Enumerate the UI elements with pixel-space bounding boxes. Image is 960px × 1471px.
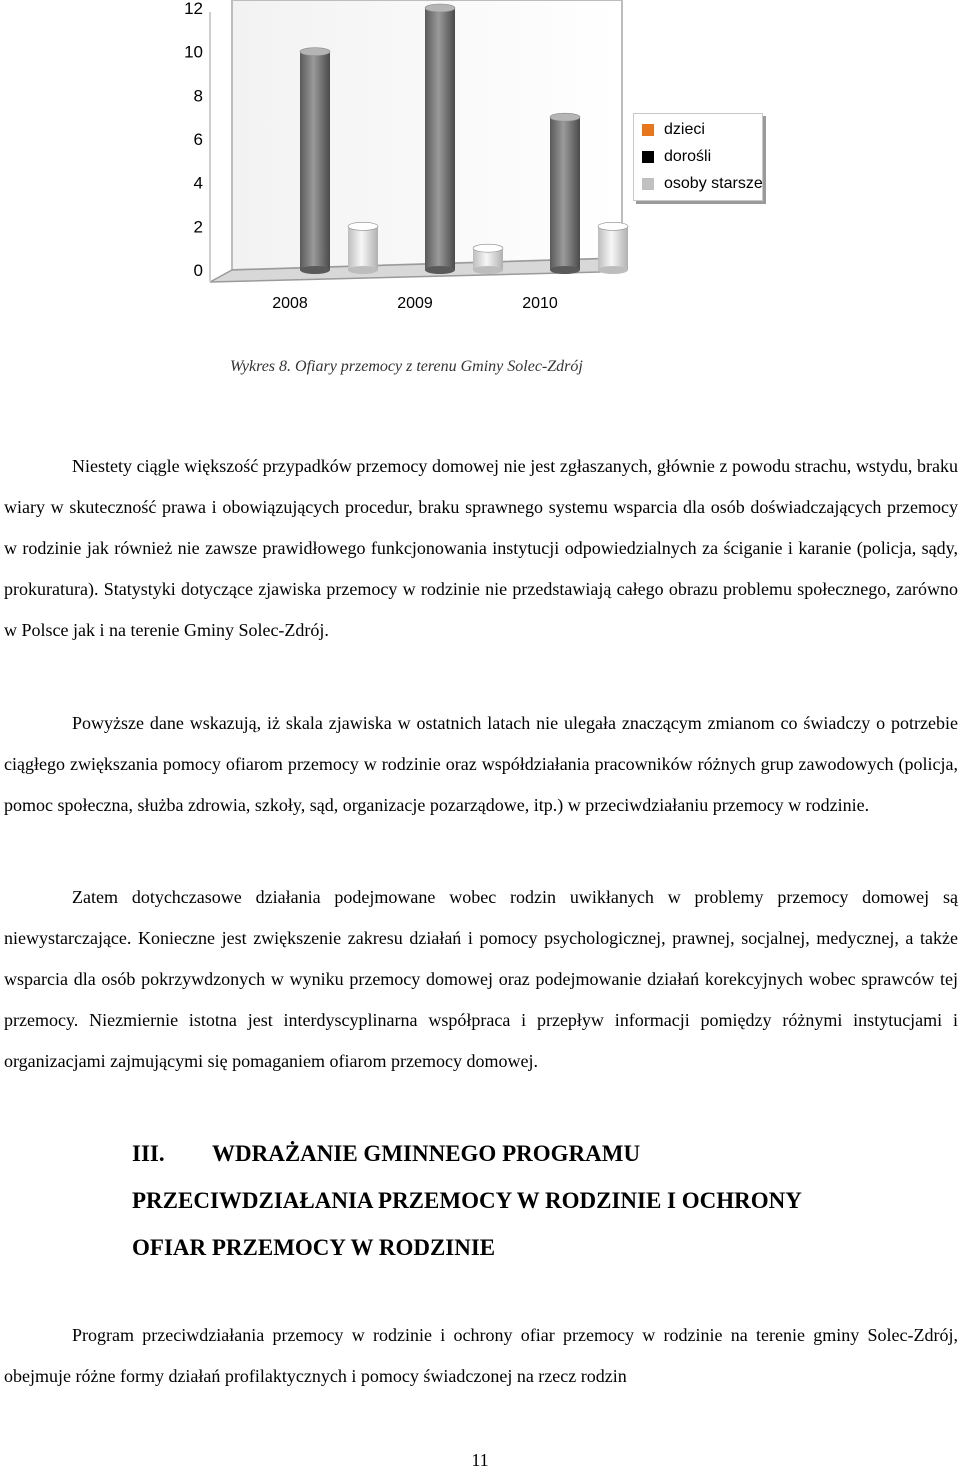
x-axis-labels: [272, 295, 558, 312]
x-tick-label: 2009: [397, 295, 433, 312]
paragraph-4: Program przeciwdziałania przemocy w rodzinie i ochrony ofiar przemocy w rodzinie na terenie gminy Solec-Zdrój, obejmuje różne formy działań profilaktycznych i pomocy świadczonej na rzecz rodzin: [4, 1325, 958, 1386]
bar-dorośli-2010: [550, 117, 580, 270]
paragraph-1: Niestety ciągle większość przypadków przemocy domowej nie jest zgłaszanych, głównie z powodu strachu, wstydu, braku wiary w skuteczność prawa i obowiązujących procedur, braku sprawnego systemu wsparcia dla osób doświadczających przemocy w rodzinie jak również nie zawsze prawidłowego funkcjonowania instytucji odpowiedzialnych za ściganie i karanie (policja, sądy, prokuratura). Statystyki dotyczące zjawiska przemocy w rodzinie nie przedstawiają całego obrazu problemu społecznego, zarówno w Polsce jak i na terenie Gminy Solec-Zdrój.: [4, 456, 958, 640]
legend-swatch-black: [642, 151, 654, 163]
bar-base: [598, 266, 628, 274]
y-tick-label: 10: [184, 42, 203, 62]
legend-item-dzieci: [642, 120, 705, 140]
bar-base: [425, 266, 455, 274]
legend-item-osoby-starsze: [642, 174, 763, 194]
page-number: 11: [471, 1450, 489, 1470]
figure-caption: Wykres 8. Ofiary przemocy z terenu Gminy Solec-Zdrój: [230, 358, 583, 375]
heading-number: III.: [132, 1141, 165, 1166]
bar-osoby-starsze-2008: [348, 226, 378, 270]
bar-base: [348, 266, 378, 274]
y-axis-ticks: [184, 0, 203, 280]
bar-base: [550, 266, 580, 274]
heading-text-1: WDRAŻANIE GMINNEGO PROGRAMU: [212, 1141, 641, 1166]
chart-canvas: [0, 0, 960, 330]
bar-top: [425, 4, 455, 12]
y-tick-label: 4: [193, 173, 203, 193]
paragraph-3: Zatem dotychczasowe działania podejmowane wobec rodzin uwikłanych w problemy przemocy domowej są niewystarczające. Konieczne jest zwiększenie zakresu działań i pomocy psychologicznej, prawnej, socjalnej, medycznej, a także wsparcia dla osób pokrzywdzonych w wyniku przemocy domowej oraz podejmowanie działań korekcyjnych wobec sprawców tej przemocy. Niezmiernie istotna jest interdyscyplinarna współpraca i przepływ informacji pomiędzy różnymi instytucjami i organizacjami zajmującymi się pomaganiem ofiarom przemocy domowej.: [4, 887, 958, 1071]
paragraph-2: Powyższe dane wskazują, iż skala zjawiska w ostatnich latach nie ulegała znaczącym zmianom co świadczy o potrzebie ciągłego zwiększania pomocy ofiarom przemocy w rodzinie oraz współdziałania pracowników różnych grup zawodowych (policja, pomoc społeczna, służba zdrowia, szkoły, sąd, organizacje pozarządowe, itp.) w przeciwdziałaniu przemocy w rodzinie.: [4, 713, 958, 815]
legend-swatch-orange: [642, 124, 654, 136]
legend-label: osoby starsze: [664, 175, 763, 192]
y-tick-label: 2: [193, 217, 203, 237]
bar-osoby-starsze-2010: [598, 226, 628, 270]
legend-label: dorośli: [664, 148, 712, 165]
heading-line-2: PRZECIWDZIAŁANIA PRZEMOCY W RODZINIE I OCHRONY: [132, 1188, 802, 1213]
x-tick-label: 2010: [522, 295, 558, 312]
legend-item-dorosli: [642, 147, 711, 167]
bar-dorośli-2009: [425, 8, 455, 270]
bar-top: [473, 244, 503, 252]
bar-top: [550, 113, 580, 121]
bar-top: [348, 222, 378, 230]
y-tick-label: 6: [193, 130, 203, 149]
bar-base: [473, 266, 503, 274]
legend-label: dzieci: [664, 121, 705, 138]
y-tick-label: 8: [193, 86, 203, 106]
bar-top: [300, 48, 330, 56]
chart-legend: [633, 113, 763, 201]
x-tick-label: 2008: [272, 295, 308, 312]
bar-dorośli-2008: [300, 52, 330, 270]
heading-line-3: OFIAR PRZEMOCY W RODZINIE: [132, 1235, 496, 1260]
heading-line-1: [132, 1130, 932, 1177]
bar-chart: [0, 0, 960, 330]
y-tick-label: 12: [184, 0, 203, 18]
bar-base: [300, 266, 330, 274]
section-heading: [132, 1130, 932, 1271]
legend-swatch-gray: [642, 178, 654, 190]
y-tick-label: 0: [193, 261, 203, 280]
bar-top: [598, 222, 628, 230]
